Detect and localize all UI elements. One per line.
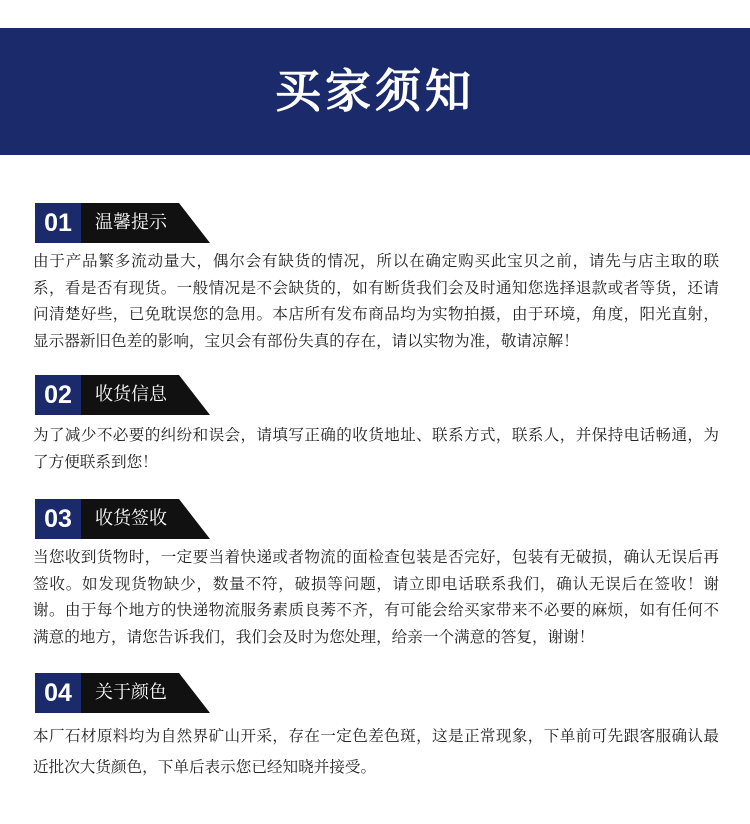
section-body-text: 为了减少不必要的纠纷和误会，请填写正确的收货地址、联系方式，联系人，并保持电话畅通，为了方便联系到您！	[33, 426, 719, 471]
header-banner	[0, 28, 750, 155]
section-number: 03	[35, 499, 81, 539]
section-title: 收货信息	[95, 384, 167, 405]
section-body-text: 本厂石材原料均为自然界矿山开采，存在一定色差色斑，这是正常现象，下单前可先跟客服确认最近批次大货颜色，下单后表示您已经知晓并接受。	[33, 727, 719, 776]
section-number: 02	[35, 375, 81, 415]
section-tag	[35, 375, 210, 415]
section-tag	[35, 499, 210, 539]
section-title: 关于颜色	[95, 682, 167, 703]
page-title: 买家须知	[275, 64, 475, 118]
section-body-text: 当您收到货物时，一定要当着快递或者物流的面检查包装是否完好，包装有无破损，确认无误后再签收。如发现货物缺少，数量不符，破损等问题，请立即电话联系我们，确认无误后在签收！谢谢。由于每个地方的快递物流服务素质良莠不齐，有可能会给买家带来不必要的麻烦，如有任何不满意的地方，请您告诉我们，我们会及时为您处理，给亲一个满意的答复，谢谢！	[33, 548, 719, 646]
section-tag	[35, 203, 210, 243]
section-number: 04	[35, 673, 81, 713]
section-title: 收货签收	[95, 508, 167, 529]
section-title: 温馨提示	[95, 212, 167, 233]
section-number: 01	[35, 203, 81, 243]
section-body-text: 由于产品繁多流动量大，偶尔会有缺货的情况，所以在确定购买此宝贝之前，请先与店主取的联系，看是否有现货。一般情况是不会缺货的，如有断货我们会及时通知您选择退款或者等货，还请问清楚好些，已免耽误您的急用。本店所有发布商品均为实物拍摄，由于环境，角度，阳光直射，显示器新旧色差的影响，宝贝会有部份失真的存在，请以实物为准，敬请凉解！	[33, 252, 719, 350]
section-tag	[35, 673, 210, 713]
